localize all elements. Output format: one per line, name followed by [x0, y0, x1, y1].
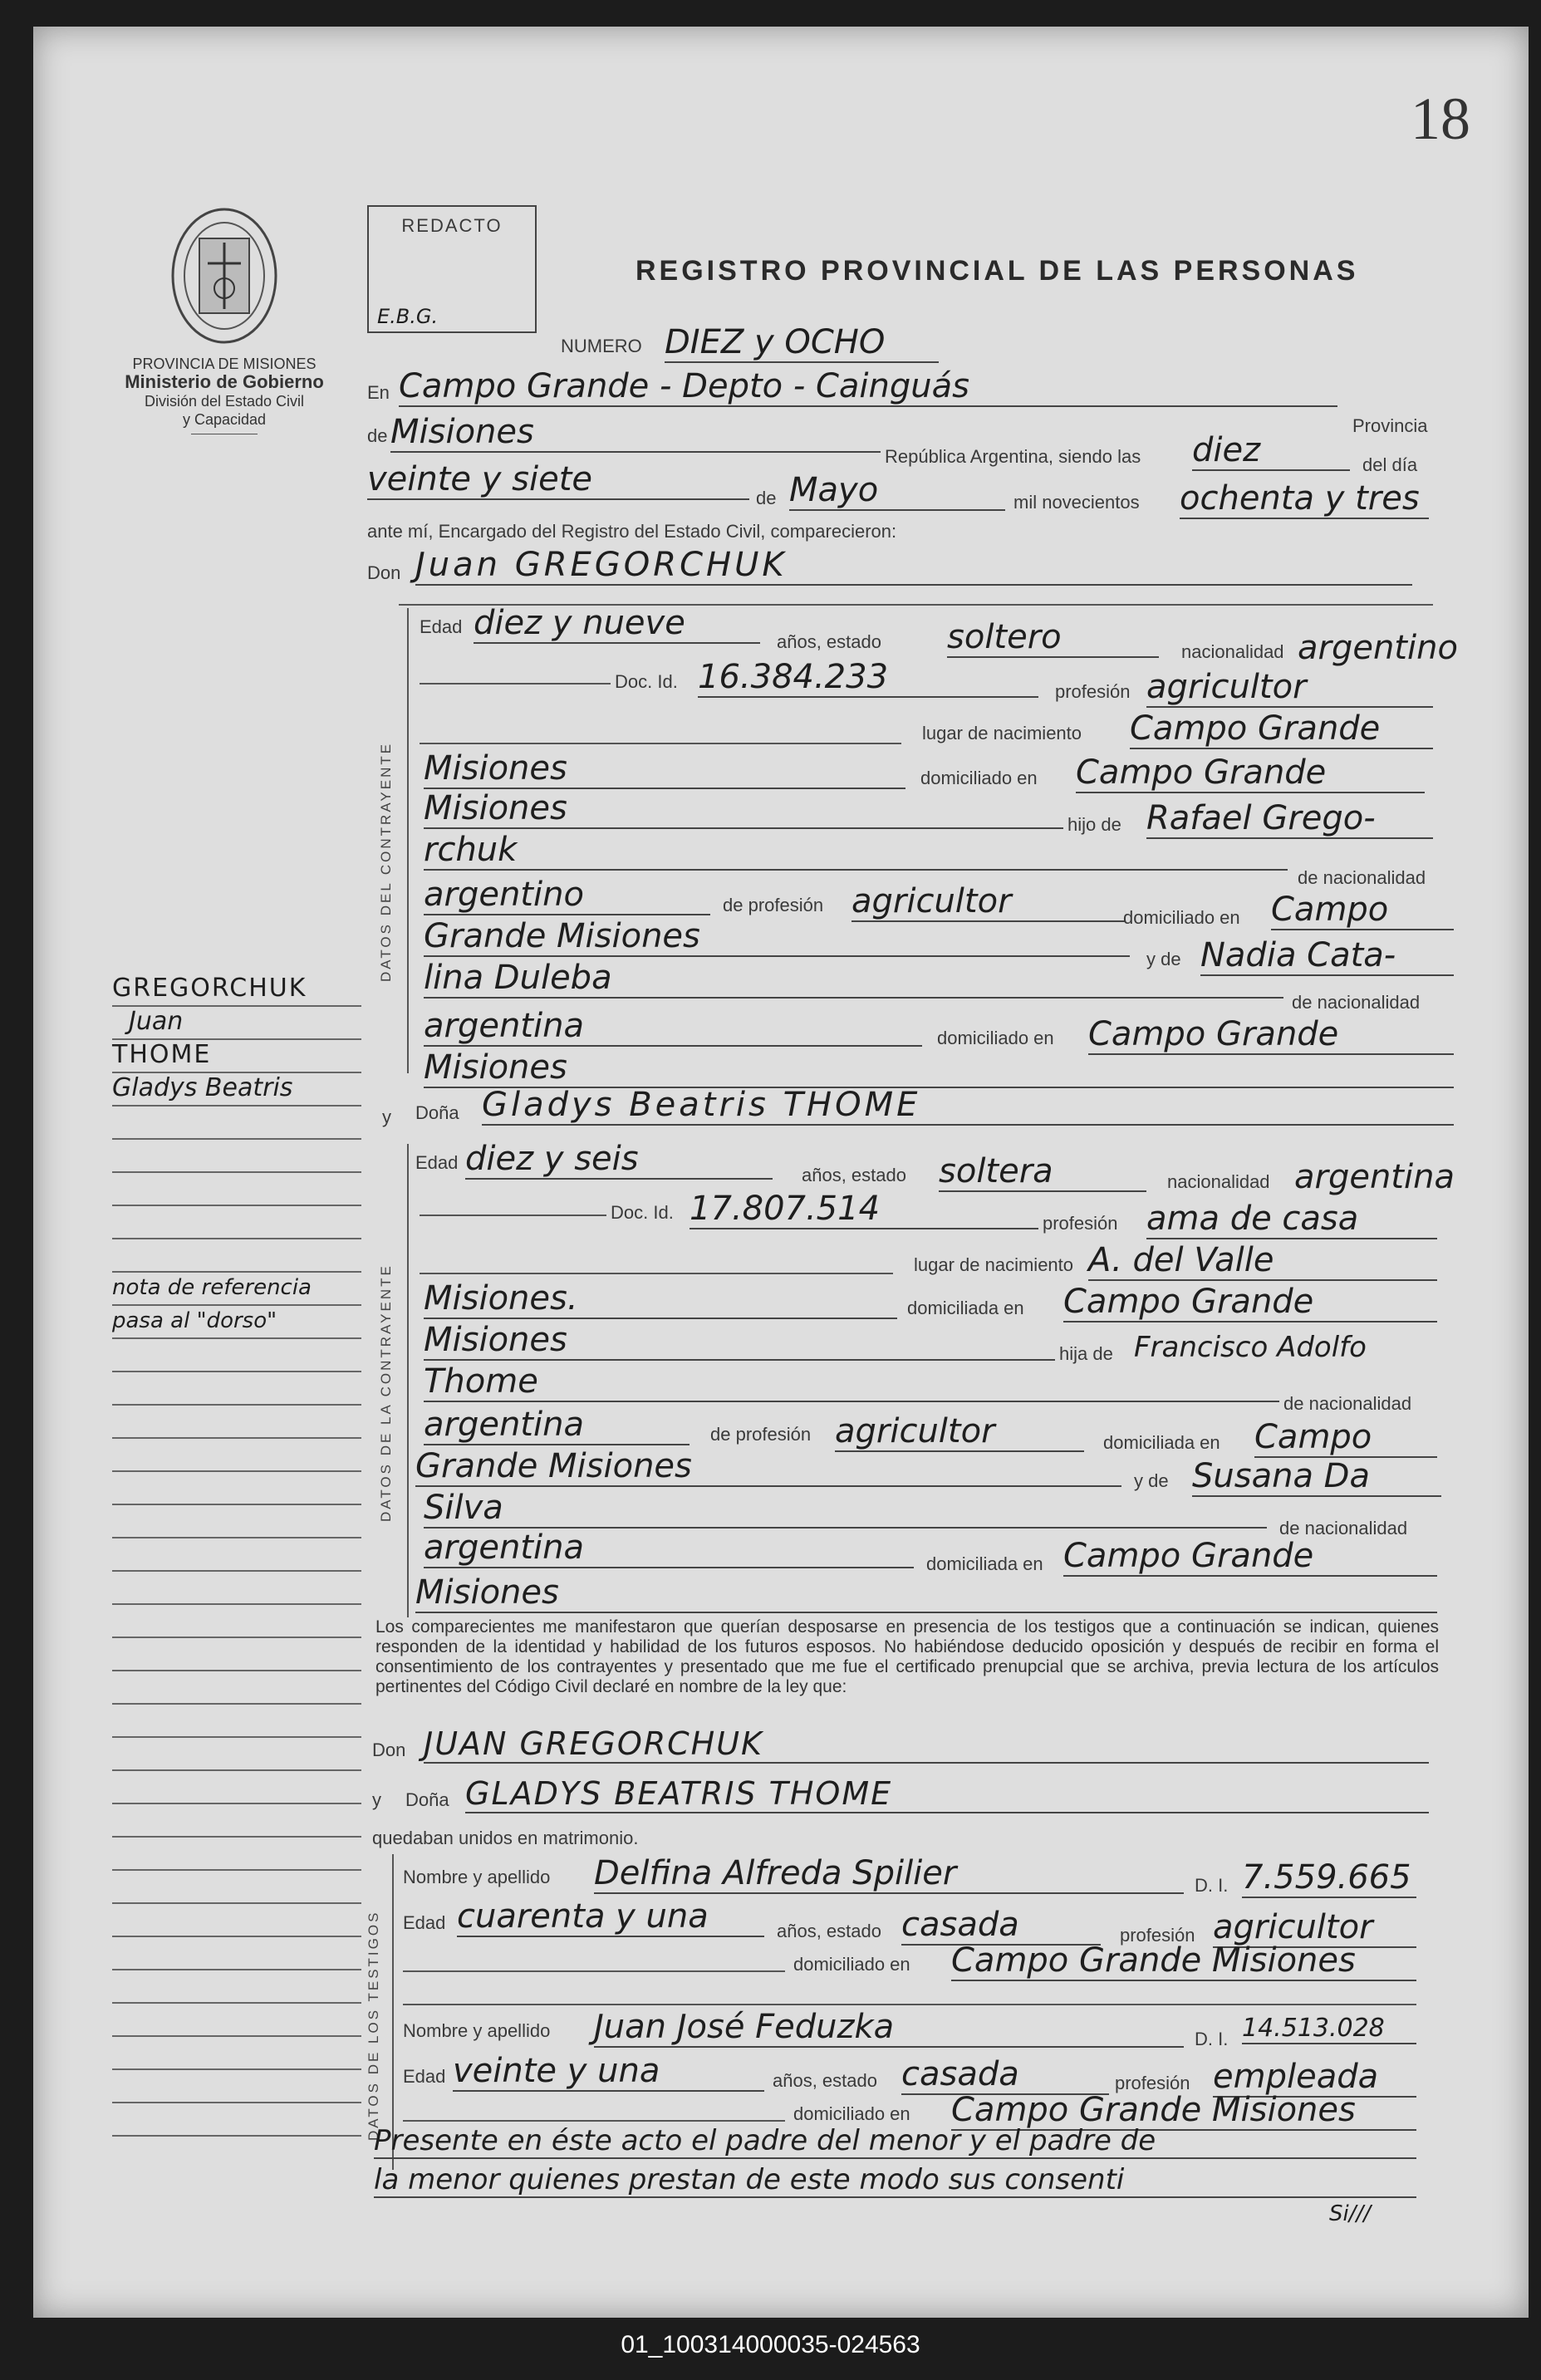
margin-blank-line — [112, 1439, 361, 1472]
anos-label: años, estado — [802, 1165, 906, 1185]
profesion-label: profesión — [1043, 1213, 1118, 1234]
redacto-label: REDACTO — [401, 215, 503, 236]
hijo-label: hijo de — [1067, 814, 1121, 835]
groom-mother: Nadia Cata- — [1200, 936, 1454, 976]
org-line-2: Ministerio de Gobierno — [125, 371, 324, 392]
groom-domicile: Campo Grande — [1076, 753, 1425, 793]
redacto-initials: E.B.G. — [377, 305, 439, 328]
de-nacionalidad-label: de nacionalidad — [1298, 867, 1426, 888]
provincia-label: Provincia — [1352, 415, 1428, 436]
bride-mother: Susana Da — [1192, 1457, 1441, 1497]
margin-blank-line — [112, 2070, 361, 2103]
org-line-3: División del Estado Civil — [144, 393, 305, 410]
bride-mother-dom: Campo Grande — [1063, 1537, 1437, 1577]
margin-blank-line — [112, 1339, 361, 1372]
groom-section-label: DATOS DEL CONTRAYENTE — [378, 741, 394, 982]
domiciliado-label-2: domiciliado en — [937, 1028, 1054, 1048]
groom-estado: soltero — [947, 618, 1159, 658]
dona-label: Doña — [405, 1789, 449, 1810]
margin-blank-line — [112, 1838, 361, 1871]
del-dia-label: del día — [1362, 454, 1418, 475]
de-nacionalidad-label-2: de nacionalidad — [1279, 1518, 1408, 1538]
signature-mark: Si/// — [1329, 2201, 1372, 2226]
margin-blank-line — [112, 1173, 361, 1206]
hour-value: diez — [1192, 431, 1350, 471]
bride-father-dom-2: Grande Misiones — [415, 1447, 1121, 1487]
bride-birthplace-2: Misiones. — [424, 1279, 897, 1319]
edad-label: Edad — [403, 1912, 446, 1933]
domiciliado-label: domiciliado en — [793, 2103, 910, 2124]
month-value: Mayo — [789, 471, 1005, 511]
bride-domicile: Campo Grande — [1063, 1283, 1437, 1322]
numero-label: NUMERO — [561, 336, 642, 356]
don-label: Don — [372, 1740, 406, 1760]
bride-father-dom: Campo — [1254, 1418, 1437, 1458]
rule — [420, 743, 901, 744]
de-profesion-label: de profesión — [723, 895, 824, 915]
witness-1-dom: Campo Grande Misiones — [951, 1941, 1416, 1981]
margin-blank-line — [112, 1804, 361, 1838]
rule — [403, 2120, 785, 2122]
domiciliada-label: domiciliada en — [907, 1298, 1024, 1318]
domiciliada-label-2: domiciliada en — [926, 1553, 1043, 1574]
groom-father-2: rchuk — [424, 831, 1288, 871]
margin-blank-line — [112, 2103, 361, 2137]
don-label: Don — [367, 562, 401, 583]
doc-label: Doc. Id. — [611, 1202, 674, 1223]
margin-blank-line — [112, 1239, 361, 1273]
rule — [420, 1215, 606, 1216]
groom-name: Juan GREGORCHUK — [415, 546, 1412, 586]
di-label: D. I. — [1195, 2029, 1229, 2049]
witness-1-doc: 7.559.665 — [1242, 1858, 1416, 1898]
de-nacionalidad-label: de nacionalidad — [1283, 1393, 1412, 1414]
witness-1-estado: casada — [901, 1906, 1101, 1946]
margin-blank-line — [112, 1140, 361, 1173]
margin-entry: GREGORCHUK — [112, 974, 361, 1007]
redacto-box — [367, 205, 537, 333]
margin-blank-line — [112, 1771, 361, 1804]
groom-mother-dom: Campo Grande — [1088, 1015, 1454, 1055]
margin-blank-line — [112, 2037, 361, 2070]
nacionalidad-label: nacionalidad — [1167, 1171, 1270, 1192]
ante-label: ante mí, Encargado del Registro del Estado Civil, comparecieron: — [367, 521, 897, 542]
reference-note-line-2: pasa al "dorso" — [112, 1306, 361, 1339]
margin-blank-line — [112, 1605, 361, 1638]
groom-father-prof: agricultor — [851, 882, 1126, 922]
margin-blank-line — [112, 1505, 361, 1538]
di-label: D. I. — [1195, 1875, 1229, 1896]
edad-label: Edad — [420, 616, 463, 637]
margin-blank-line — [112, 1372, 361, 1406]
rule — [420, 683, 611, 685]
witness-2-age: veinte y una — [453, 2052, 764, 2092]
bride-profession: ama de casa — [1146, 1200, 1437, 1239]
y-de-label: y de — [1134, 1470, 1169, 1491]
bride-father: Francisco Adolfo — [1134, 1331, 1367, 1364]
groom-father: Rafael Grego- — [1146, 799, 1433, 839]
declared-groom: JUAN GREGORCHUK — [424, 1725, 1429, 1764]
margin-blank-line — [112, 1472, 361, 1505]
domiciliada-en-label: domiciliada en — [1103, 1432, 1220, 1453]
margin-entry: Juan — [112, 1007, 361, 1040]
edad-label: Edad — [415, 1152, 459, 1173]
domiciliado-en-label: domiciliado en — [1123, 907, 1240, 928]
rule — [403, 1970, 785, 1972]
bride-birthplace: A. del Valle — [1088, 1241, 1437, 1281]
groom-age: diez y nueve — [474, 604, 760, 644]
witness-2-dom: Campo Grande Misiones — [951, 2091, 1416, 2131]
anos-label: años, estado — [777, 631, 881, 652]
witness-1-age: cuarenta y una — [457, 1897, 764, 1937]
year-value: ochenta y tres — [1180, 479, 1429, 519]
margin-blank-line — [112, 1970, 361, 2004]
groom-nationality: argentino — [1298, 629, 1458, 667]
hija-label: hija de — [1059, 1343, 1113, 1364]
record-page — [33, 27, 1529, 2318]
province-value: Misiones — [390, 413, 881, 453]
bride-mother-2: Silva — [424, 1489, 1267, 1529]
bride-mother-dom-2: Misiones — [415, 1573, 1437, 1613]
groom-birthplace: Campo Grande — [1130, 709, 1433, 749]
nombre-label: Nombre y apellido — [403, 1867, 551, 1887]
margin-blank-line — [112, 1107, 361, 1140]
margin-blank-line — [112, 1904, 361, 1937]
margin-blank-line — [112, 1705, 361, 1738]
bride-nationality: argentina — [1294, 1158, 1455, 1196]
bride-section-label: DATOS DE LA CONTRAYENTE — [378, 1264, 394, 1522]
bride-name: Gladys Beatris THOME — [482, 1086, 1454, 1126]
de-nacionalidad-label-2: de nacionalidad — [1292, 992, 1421, 1013]
bride-age: diez y seis — [465, 1140, 773, 1180]
bride-estado: soltera — [939, 1152, 1146, 1192]
groom-mother-2: lina Duleba — [424, 959, 1283, 999]
y-de-label: y de — [1146, 949, 1181, 969]
de-label-2: de — [756, 488, 777, 508]
de-label: de — [367, 425, 388, 446]
mil-label: mil novecientos — [1013, 492, 1140, 513]
margin-blank-line — [112, 1406, 361, 1439]
numero-value: DIEZ y OCHO — [665, 323, 939, 363]
witness-2-doc: 14.513.028 — [1242, 2014, 1416, 2044]
margin-entry: THOME — [112, 1040, 361, 1073]
margin-index — [112, 974, 361, 2137]
bride-father-2: Thome — [424, 1362, 1279, 1402]
groom-mother-dom-2: Misiones — [424, 1048, 1454, 1088]
margin-entry: Gladys Beatris — [112, 1073, 361, 1107]
groom-doc: 16.384.233 — [698, 658, 1038, 698]
dona-label: Doña — [415, 1102, 459, 1123]
y-label: y — [372, 1789, 381, 1810]
groom-profession: agricultor — [1146, 668, 1433, 708]
nacionalidad-label: nacionalidad — [1181, 641, 1284, 662]
org-line-4: y Capacidad — [182, 411, 267, 428]
witness-section-label: DATOS DE LOS TESTIGOS — [366, 1910, 381, 2141]
margin-blank-line — [112, 1572, 361, 1605]
document-title: REGISTRO PROVINCIAL DE LAS PERSONAS — [636, 255, 1359, 287]
note-line-2: la menor quienes prestan de este modo sus consenti — [374, 2163, 1416, 2198]
reference-note-line-1: nota de referencia — [112, 1273, 361, 1306]
groom-father-dom-2: Grande Misiones — [424, 917, 1130, 957]
margin-blank-line — [112, 2004, 361, 2037]
groom-domicile-2: Misiones — [424, 789, 1063, 829]
groom-mother-nat: argentina — [424, 1007, 922, 1047]
anos-label: años, estado — [777, 1921, 881, 1941]
profesion-label: profesión — [1115, 2073, 1190, 2093]
margin-blank-line — [112, 1937, 361, 1970]
witness-1-name: Delfina Alfreda Spilier — [594, 1854, 1184, 1894]
margin-blank-line — [112, 1871, 361, 1904]
domiciliado-label: domiciliado en — [793, 1954, 910, 1975]
margin-blank-line — [112, 1206, 361, 1239]
de-profesion-label: de profesión — [710, 1424, 812, 1445]
doc-label: Doc. Id. — [615, 671, 678, 692]
witness-bracket — [392, 1854, 394, 2170]
groom-birthplace-2: Misiones — [424, 749, 905, 789]
bride-doc: 17.807.514 — [690, 1190, 1038, 1229]
republica-label: República Argentina, siendo las — [885, 446, 1141, 467]
org-block — [87, 355, 361, 439]
bride-mother-nat: argentina — [424, 1529, 914, 1568]
note-line-1: Presente en éste acto el padre del menor y el padre de — [374, 2124, 1416, 2159]
closing-text: quedaban unidos en matrimonio. — [372, 1828, 639, 1848]
edad-label: Edad — [403, 2066, 446, 2087]
margin-blank-line — [112, 1638, 361, 1671]
declaration-text: Los comparecientes me manifestaron que querían desposarse en presencia de los testigos que a continuación se indican, quienes responden de la identidad y habilidad de los futuros esposos. No habiéndose deducido oposición y después de recibir en forma el consentimiento de los contrayentes y presentado que me fue el certificado prenupcial que se archiva, previa lectura de los artículos pertinentes del Código Civil declaré en nombre de la ley que: — [375, 1617, 1439, 1696]
groom-bracket — [407, 608, 409, 1073]
bride-father-nat: argentina — [424, 1406, 690, 1445]
org-line-1: PROVINCIA DE MISIONES — [132, 356, 317, 372]
witness-1-prof: agricultor — [1213, 1908, 1416, 1948]
y-label: y — [382, 1107, 391, 1127]
lugar-label: lugar de nacimiento — [922, 723, 1082, 743]
nombre-label: Nombre y apellido — [403, 2020, 551, 2041]
margin-blank-line — [112, 1538, 361, 1572]
profesion-label: profesión — [1055, 681, 1131, 702]
domiciliado-label: domiciliado en — [920, 768, 1038, 788]
witness-2-prof: empleada — [1213, 2058, 1416, 2098]
place-value: Campo Grande - Depto - Cainguás — [399, 367, 1337, 407]
bride-domicile-2: Misiones — [424, 1321, 1055, 1361]
en-label: En — [367, 382, 390, 403]
footer-id: 01_100314000035-024563 — [621, 2331, 920, 2358]
rule — [420, 1273, 893, 1274]
rule — [403, 2004, 1416, 2005]
bride-bracket — [407, 1144, 409, 1617]
anos-label: años, estado — [773, 2070, 877, 2091]
day-value: veinte y siete — [367, 460, 749, 500]
seal-emblem-icon — [166, 205, 282, 346]
groom-father-dom: Campo — [1271, 891, 1454, 930]
witness-2-estado: casada — [901, 2055, 1109, 2095]
bride-father-prof: agricultor — [835, 1412, 1084, 1452]
margin-blank-line — [112, 1671, 361, 1705]
lugar-label: lugar de nacimiento — [914, 1254, 1074, 1275]
declared-bride: GLADYS BEATRIS THOME — [465, 1775, 1429, 1813]
margin-blank-line — [112, 1738, 361, 1771]
groom-father-nat: argentino — [424, 876, 710, 915]
witness-2-name: Juan José Feduzka — [594, 2008, 1184, 2048]
profesion-label: profesión — [1120, 1925, 1195, 1946]
page-number: 18 — [1411, 86, 1470, 152]
